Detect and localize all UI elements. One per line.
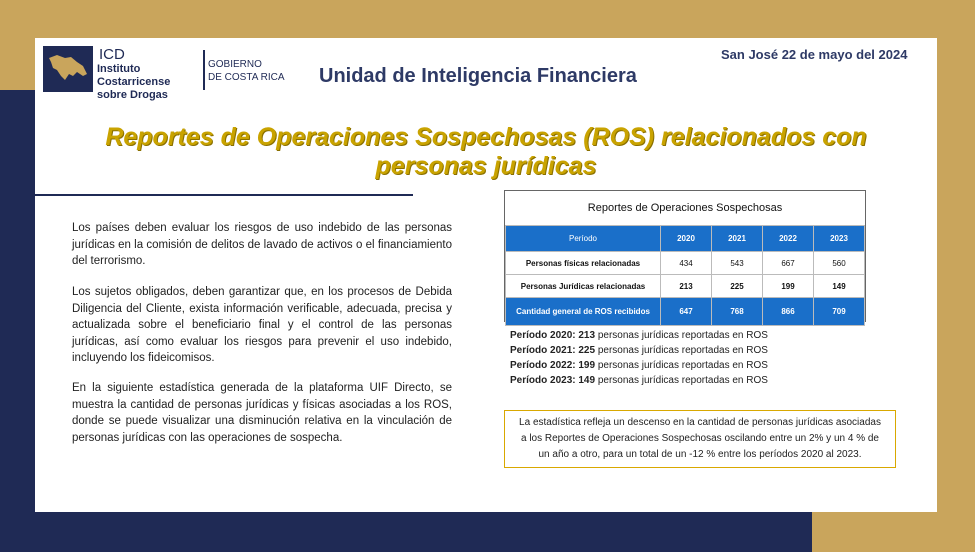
table-row bbox=[506, 275, 865, 298]
ros-table bbox=[504, 190, 866, 322]
period-value: 199 bbox=[578, 360, 596, 371]
icd-sub-line: Instituto bbox=[97, 63, 141, 75]
header-cell: 2023 bbox=[814, 226, 865, 252]
header-cell: 2021 bbox=[712, 226, 763, 252]
note-line: un año a otro, para un total de un -12 % entre los períodos 2020 al 2023. bbox=[538, 449, 862, 460]
title-line: personas jurídicas bbox=[375, 152, 597, 180]
table-cell: 149 bbox=[814, 275, 865, 298]
table-cell: 647 bbox=[661, 298, 712, 326]
period-label: Período 2020: bbox=[510, 330, 576, 341]
table-header-row bbox=[506, 226, 865, 252]
period-text: personas jurídicas reportadas en ROS bbox=[597, 345, 768, 356]
table-cell: 199 bbox=[763, 275, 814, 298]
gov-logo-text bbox=[208, 58, 298, 84]
icd-subtitle bbox=[97, 63, 207, 102]
period-value: 149 bbox=[578, 375, 596, 386]
background-gold-corner bbox=[812, 512, 975, 552]
icd-title: ICD bbox=[99, 46, 125, 63]
gov-line: GOBIERNO bbox=[208, 59, 262, 70]
period-text: personas jurídicas reportadas en ROS bbox=[597, 375, 768, 386]
table-total-row bbox=[506, 298, 865, 326]
table-cell: 213 bbox=[661, 275, 712, 298]
table-cell: 667 bbox=[763, 252, 814, 275]
gov-divider bbox=[203, 50, 205, 90]
row-label: Personas Jurídicas relacionadas bbox=[506, 275, 661, 298]
table-cell: 709 bbox=[814, 298, 865, 326]
note-line: La estadística refleja un descenso en la cantidad de personas jurídicas asociadas bbox=[519, 417, 881, 428]
costa-rica-map-logo-icon bbox=[43, 46, 93, 92]
period-line bbox=[510, 373, 768, 388]
table-caption: Reportes de Operaciones Sospechosas bbox=[587, 202, 783, 214]
period-label: Período 2022: bbox=[510, 360, 576, 371]
table-cell: 434 bbox=[661, 252, 712, 275]
table-cell: 560 bbox=[814, 252, 865, 275]
page-title bbox=[35, 123, 937, 181]
ros-data-table bbox=[505, 225, 865, 326]
title-divider bbox=[35, 194, 413, 196]
header-cell: 2020 bbox=[661, 226, 712, 252]
table-row bbox=[506, 252, 865, 275]
period-text: personas jurídicas reportadas en ROS bbox=[597, 360, 768, 371]
table-cell: 866 bbox=[763, 298, 814, 326]
period-line bbox=[510, 343, 768, 358]
icd-sub-line: Costarricense bbox=[97, 76, 171, 88]
period-text: personas jurídicas reportadas en ROS bbox=[597, 330, 768, 341]
table-cell: 225 bbox=[712, 275, 763, 298]
date: San José 22 de mayo del 2024 bbox=[721, 47, 908, 62]
paragraph: En la siguiente estadística generada de la plataforma UIF Directo, se muestra la cantidad de personas jurídicas y físicas asociadas a los ROS, donde se puede visualizar una disminución relativa en la vinculación de personas jurídicas con las operaciones de sospecha. bbox=[72, 382, 452, 444]
unit-title: Unidad de Inteligencia Financiera bbox=[319, 65, 637, 87]
table-cell: 768 bbox=[712, 298, 763, 326]
period-line bbox=[510, 358, 768, 373]
note-line: a los Reportes de Operaciones Sospechosas oscilando entre un 2% y un 4 % de bbox=[521, 433, 879, 444]
row-label: Personas físicas relacionadas bbox=[506, 252, 661, 275]
title-line: Reportes de Operaciones Sospechosas (ROS) relacionados con bbox=[105, 123, 867, 151]
slide bbox=[35, 38, 937, 512]
paragraph: Los sujetos obligados, deben garantizar que, en los procesos de Debida Diligencia del Cliente, exista información verificable, adecuada, precisa y actualizada sobre el beneficiario final y el control de las personas jurídicas, así como evaluar los riesgos para prevenir el uso indebido, incluyendo los fideicomisos. bbox=[72, 286, 452, 364]
header-cell: 2022 bbox=[763, 226, 814, 252]
period-summary bbox=[510, 328, 768, 388]
table-cell: 543 bbox=[712, 252, 763, 275]
gov-line: DE COSTA RICA bbox=[208, 72, 285, 83]
icd-sub-line: sobre Drogas bbox=[97, 89, 168, 101]
period-value: 213 bbox=[578, 330, 596, 341]
header-cell: Período bbox=[506, 226, 661, 252]
row-label: Cantidad general de ROS recibidos bbox=[506, 298, 661, 326]
period-line bbox=[510, 328, 768, 343]
paragraph: Los países deben evaluar los riesgos de uso indebido de las personas jurídicas en la comisión de delitos de lavado de activos o el financiamiento del terrorismo. bbox=[72, 222, 452, 267]
note-box bbox=[504, 410, 896, 468]
period-label: Período 2023: bbox=[510, 375, 576, 386]
period-value: 225 bbox=[578, 345, 596, 356]
period-label: Período 2021: bbox=[510, 345, 576, 356]
